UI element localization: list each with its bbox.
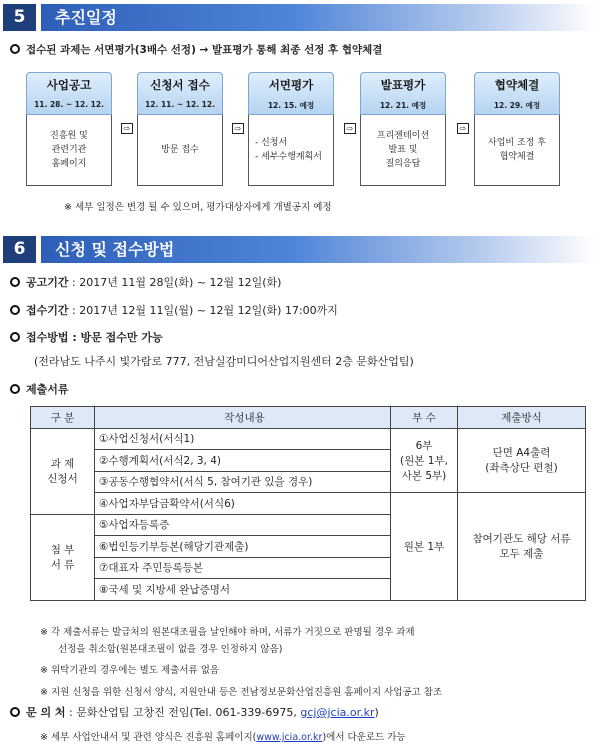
receive-address: (전라남도 나주시 빛가람로 777, 전남실감미디어산업지원센터 2층 문화산업팀) <box>34 355 414 368</box>
group-label <box>31 514 95 600</box>
column-header: 제출방식 <box>458 407 586 429</box>
schedule-note: ※ 세부 일정은 변경 될 수 있으며, 평가대상자에게 개별공지 예정 <box>64 202 332 213</box>
document-item: ②수행계획서(서식2, 3, 4) <box>95 450 391 472</box>
ring-bullet-icon <box>10 305 20 315</box>
contact-line <box>10 704 379 720</box>
schedule-summary-text: 접수된 과제는 서면평가(3배수 선정) → 발표평가 통해 최종 선정 후 협약체결 <box>26 44 383 56</box>
homepage-link[interactable]: www.jcia.or.kr <box>256 732 323 743</box>
column-header: 부 수 <box>391 407 458 429</box>
section-number: 6 <box>3 236 36 263</box>
stage-body-text: 방문 접수 <box>161 145 199 155</box>
ring-bullet-icon <box>10 384 20 394</box>
table-row <box>31 493 586 515</box>
announce-period-label: 공고기간 <box>26 276 69 289</box>
contact-label: 문 의 처 <box>26 706 66 719</box>
announce-period-value: : 2017년 11월 28일(화) ~ 12월 12일(화) <box>68 276 282 289</box>
download-note <box>40 729 406 743</box>
receive-period-label: 접수기간 <box>26 304 69 317</box>
method-cell <box>458 428 586 493</box>
contact-value: : 문화산업팀 고창진 전임(Tel. 061-339-6975, <box>65 706 301 719</box>
contact-close: ) <box>374 706 379 719</box>
ring-bullet-icon <box>10 277 20 287</box>
stage-body <box>360 115 446 186</box>
copies-cell <box>391 428 458 493</box>
method-text: 참여기관도 해당 서류 모두 제출 <box>472 533 571 561</box>
document-item: ⑤사업자등록증 <box>95 514 391 536</box>
documents-heading-label: 제출서류 <box>26 383 69 396</box>
stage-name: 발표평가 <box>380 78 426 92</box>
download-suffix: )에서 다운로드 가능 <box>322 732 406 743</box>
column-header: 구 분 <box>31 407 95 429</box>
stage-name: 서면평가 <box>268 78 314 92</box>
stage-body <box>137 115 223 186</box>
column-header: 작성내용 <box>95 407 391 429</box>
stage-agreement <box>474 72 560 186</box>
submission-note: 선정을 취소함(원본대조필이 없을 경우 인정하지 않음) <box>58 644 283 655</box>
stage-body-text: 진흥원 및 관련기관 홈페이지 <box>50 131 88 169</box>
stage-date: 12. 29. 예정 <box>493 101 541 110</box>
section-title-bar <box>41 4 597 31</box>
stage-date: 12. 21. 예정 <box>379 101 427 110</box>
copies-cell: 원본 1부 <box>391 493 458 601</box>
stage-name: 협약체결 <box>494 78 540 92</box>
group-label-text: 과 제 신청서 <box>47 458 78 485</box>
method-text: 단면 A4출력 (좌측상단 편철) <box>485 447 558 475</box>
contact-email-link[interactable]: gcj@jcia.or.kr <box>300 706 375 719</box>
arrow-right-icon: ⇨ <box>457 123 469 134</box>
submission-note: ※ 지원 신청을 위한 신청서 양식, 지원안내 등은 전남정보문화산업진흥원 홈페이지 사업공고 참조 <box>40 687 443 698</box>
method-cell <box>458 493 586 601</box>
ring-bullet-icon <box>10 332 20 342</box>
group-label <box>31 428 95 514</box>
documents-heading <box>10 381 69 397</box>
ring-bullet-icon <box>10 44 20 54</box>
section-title: 신청 및 접수방법 <box>55 240 175 259</box>
stage-name: 사업공고 <box>46 78 92 92</box>
documents-table <box>30 406 586 601</box>
submission-note: ※ 각 제출서류는 발급처의 원본대조필을 날인해야 하며, 서류가 거짓으로 판명될 경우 과제 <box>40 627 415 638</box>
table-header-row <box>31 407 586 429</box>
submission-note: ※ 위탁기관의 경우에는 별도 제출서류 없음 <box>40 665 220 676</box>
section-6-header <box>3 236 597 263</box>
stage-presentation <box>360 72 446 186</box>
stage-body <box>26 115 112 186</box>
arrow-right-icon: ⇨ <box>232 123 244 134</box>
stage-announcement <box>26 72 112 186</box>
section-title: 추진일정 <box>55 8 117 27</box>
receive-method-label: 접수방법 <box>26 331 69 344</box>
arrow-right-icon: ⇨ <box>121 123 133 134</box>
document-item: ④사업자부담금확약서(서식6) <box>95 493 391 515</box>
document-item: ⑥법인등기부등본(해당기관제출) <box>95 536 391 558</box>
ring-bullet-icon <box>10 707 20 717</box>
stage-date: 11. 28. ~ 12. 12. <box>34 100 104 109</box>
stage-document-review <box>248 72 334 186</box>
stage-body-text: 사업비 조정 후 협약체결 <box>488 138 546 162</box>
copies-text: 6부 (원본 1부, 사본 5부) <box>400 439 448 482</box>
document-item: ⑧국세 및 지방세 완납증명서 <box>95 579 391 601</box>
arrow-right-icon: ⇨ <box>344 123 356 134</box>
stage-application <box>137 72 223 186</box>
stage-body <box>474 115 560 186</box>
table-row <box>31 428 586 450</box>
section-number: 5 <box>3 4 36 31</box>
receive-period <box>10 302 338 318</box>
download-prefix: ※ 세부 사업안내서 및 관련 양식은 진흥원 홈페이지( <box>40 732 257 743</box>
announce-period <box>10 274 281 290</box>
document-item: ①사업신청서(서식1) <box>95 428 391 450</box>
document-item: ⑦대표자 주민등록등본 <box>95 557 391 579</box>
stage-name: 신청서 접수 <box>150 78 210 92</box>
group-label-text: 첨 부 서 류 <box>50 544 75 571</box>
stage-date: 12. 15. 예정 <box>267 101 315 110</box>
document-item: ③공동수행협약서(서식 5, 참여기관 있을 경우) <box>95 471 391 493</box>
receive-method-value: : 방문 접수만 가능 <box>68 331 163 344</box>
receive-period-value: : 2017년 12월 11일(월) ~ 12월 12일(화) 17:00까지 <box>68 304 338 317</box>
stage-body-text: - 신청서 - 세부수행계획서 <box>255 138 322 162</box>
receive-method <box>10 329 163 345</box>
section-5-header <box>3 4 597 31</box>
stage-body-text: 프리젠테이션 발표 및 질의응답 <box>376 131 430 169</box>
stage-date: 12. 11. ~ 12. 12. <box>145 100 215 109</box>
stage-body <box>248 115 334 186</box>
schedule-summary <box>10 42 382 57</box>
